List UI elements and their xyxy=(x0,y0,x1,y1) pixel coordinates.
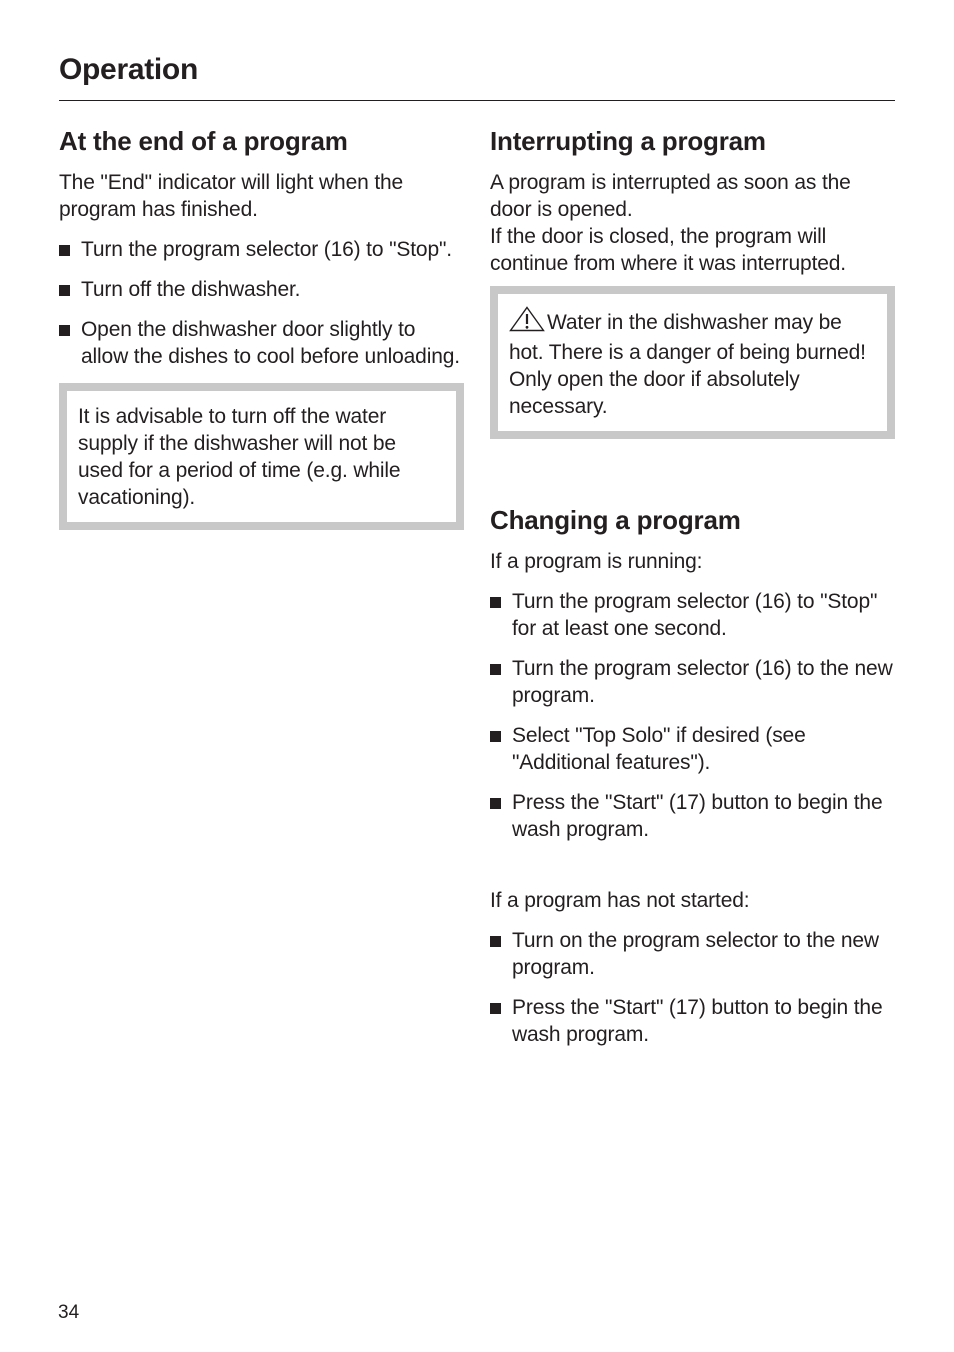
section-spacer xyxy=(490,439,895,501)
square-bullet-icon xyxy=(490,798,501,809)
square-bullet-icon xyxy=(490,597,501,608)
page-title: Operation xyxy=(59,53,198,86)
right-column xyxy=(490,122,895,1061)
square-bullet-icon xyxy=(59,325,70,336)
list-item xyxy=(490,927,895,981)
step-text: Select "Top Solo" if desired (see "Additional features"). xyxy=(512,724,806,774)
section-heading-changing: Changing a program xyxy=(490,505,741,535)
list-item xyxy=(490,994,895,1048)
warning-paragraph xyxy=(509,306,873,420)
square-bullet-icon xyxy=(59,285,70,296)
list-item xyxy=(59,276,464,303)
step-text: Turn the program selector (16) to the new program. xyxy=(512,657,893,707)
left-column xyxy=(59,122,464,530)
warning-text: Water in the dishwasher may be hot. There is a danger of being burned! Only open the door if absolutely necessary. xyxy=(509,311,866,418)
step-text: Press the "Start" (17) button to begin the wash program. xyxy=(512,996,883,1046)
interrupt-text xyxy=(490,169,895,277)
square-bullet-icon xyxy=(490,731,501,742)
section-heading-interrupting: Interrupting a program xyxy=(490,126,766,156)
step-text: Open the dishwasher door slightly to allow the dishes to cool before unloading. xyxy=(81,318,460,368)
program-running-steps xyxy=(490,588,895,843)
program-not-started-intro: If a program has not started: xyxy=(490,889,750,912)
list-item xyxy=(490,588,895,642)
list-item xyxy=(490,655,895,709)
section-heading-end-of-program: At the end of a program xyxy=(59,126,348,156)
note-text: It is advisable to turn off the water supply if the dishwasher will not be used for a period of time (e.g. while vacationing). xyxy=(78,405,401,509)
program-not-started-steps xyxy=(490,927,895,1048)
interrupt-text-line-2: If the door is closed, the program will continue from where it was interrupted. xyxy=(490,225,846,275)
title-divider xyxy=(59,100,895,101)
list-item xyxy=(59,236,464,263)
list-item xyxy=(59,316,464,370)
square-bullet-icon xyxy=(59,245,70,256)
step-text: Turn the program selector (16) to "Stop". xyxy=(81,238,452,261)
end-indicator-text: The "End" indicator will light when the program has finished. xyxy=(59,171,404,221)
page-number: 34 xyxy=(58,1302,80,1323)
interrupt-text-line-1: A program is interrupted as soon as the door is opened. xyxy=(490,171,851,221)
list-item xyxy=(490,722,895,776)
square-bullet-icon xyxy=(490,1003,501,1014)
step-text: Press the "Start" (17) button to begin the wash program. xyxy=(512,791,883,841)
end-of-program-steps xyxy=(59,236,464,370)
section-spacer xyxy=(490,856,895,887)
water-supply-note-box xyxy=(59,383,464,530)
step-text: Turn the program selector (16) to "Stop" for at least one second. xyxy=(512,590,878,640)
list-item xyxy=(490,789,895,843)
step-text: Turn off the dishwasher. xyxy=(81,278,301,301)
hot-water-warning-box xyxy=(490,286,895,439)
program-running-intro: If a program is running: xyxy=(490,550,703,573)
warning-triangle-icon xyxy=(509,306,545,339)
square-bullet-icon xyxy=(490,936,501,947)
square-bullet-icon xyxy=(490,664,501,675)
step-text: Turn on the program selector to the new program. xyxy=(512,929,879,979)
